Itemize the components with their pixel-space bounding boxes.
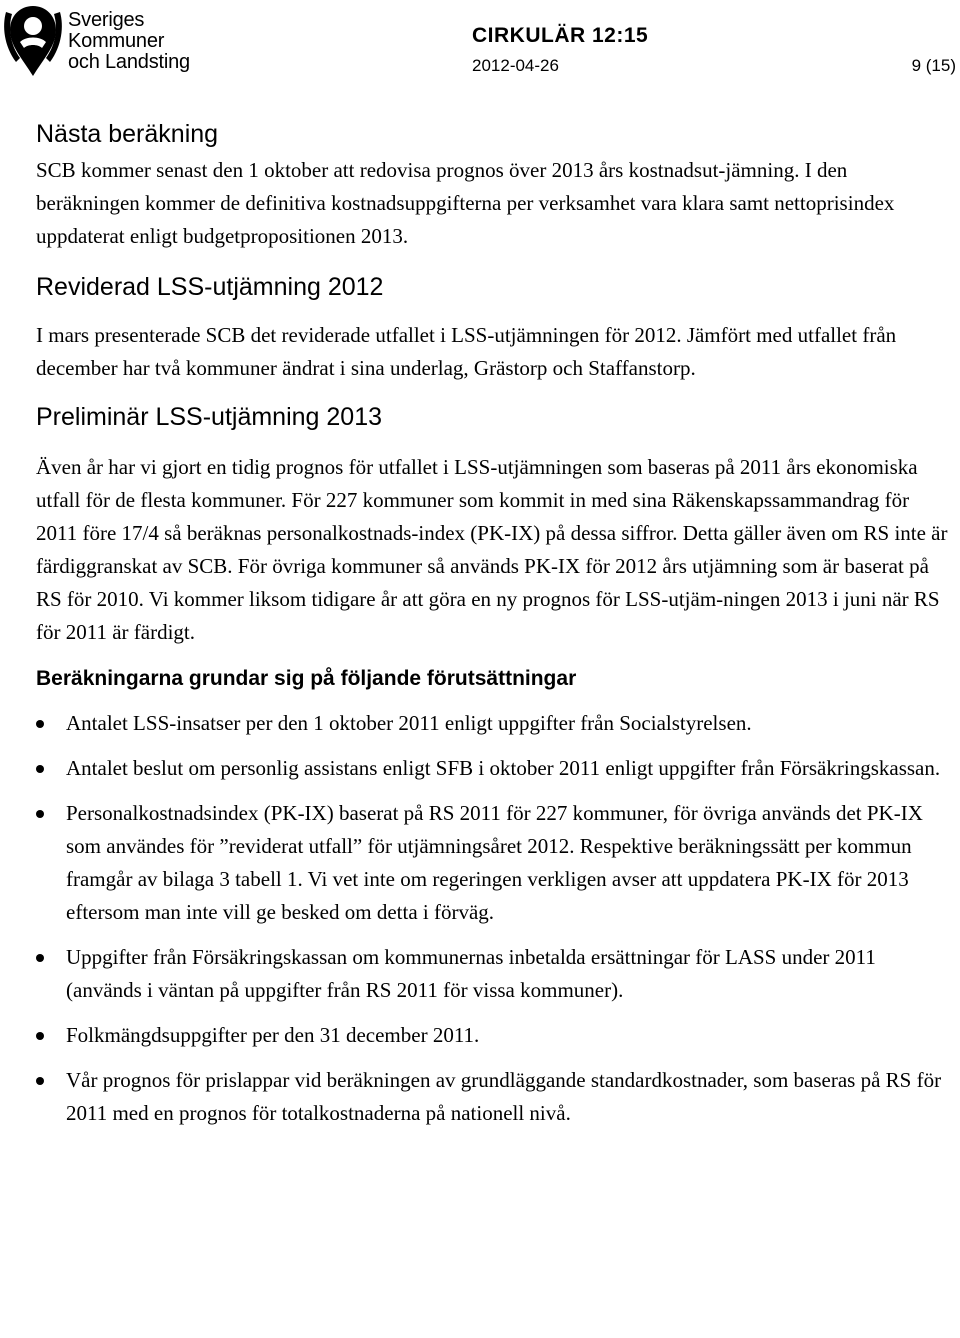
- heading-reviderad-lss: Reviderad LSS-utjämning 2012: [36, 273, 384, 301]
- org-line-3: och Landsting: [68, 51, 190, 73]
- list-item: Vår prognos för prislappar vid beräkningen av grundläggande standardkostnader, som baseras på RS för 2011 med en prognos för totalkostnaderna på nationell nivå.: [36, 1064, 954, 1130]
- org-line-1: Sveriges: [68, 9, 145, 31]
- list-item: Personalkostnadsindex (PK-IX) baserat på RS 2011 för 227 kommuner, för övriga används det PK-IX som användes för ”reviderat utfall” för utjämningsåret 2012. Respektive beräkningssätt per kommun framgår av bilaga 3 tabell 1. Vi vet inte om regeringen verkligen avser att uppdatera PK-IX för 2013 eftersom man inte vill ge besked om detta i förväg.: [36, 797, 954, 929]
- heading-preliminar-lss: Preliminär LSS-utjämning 2013: [36, 403, 383, 431]
- circular-number: CIRKULÄR 12:15: [472, 24, 649, 47]
- list-item: Folkmängdsuppgifter per den 31 december 2011.: [36, 1019, 954, 1052]
- list-item: Antalet beslut om personlig assistans enligt SFB i oktober 2011 enligt uppgifter från Försäkringskassan.: [36, 752, 954, 785]
- skl-logo-icon: [2, 2, 64, 80]
- bullet-icon: [36, 765, 44, 773]
- bullet-icon: [36, 810, 44, 818]
- bullet-icon: [36, 954, 44, 962]
- document-date: 2012-04-26: [472, 56, 559, 75]
- document-header: [0, 0, 960, 90]
- heading-nasta-berakning: Nästa beräkning: [36, 120, 219, 148]
- paragraph-reviderad-lss: I mars presenterade SCB det reviderade utfallet i LSS-utjämningen för 2012. Jämfört med utfallet från december har två kommuner ändrat i sina underlag, Grästorp och Staffanstorp.: [36, 323, 897, 380]
- heading-forutsattningar: Beräkningarna grundar sig på följande förutsättningar: [36, 667, 577, 690]
- list-item: Antalet LSS-insatser per den 1 oktober 2011 enligt uppgifter från Socialstyrelsen.: [36, 707, 954, 740]
- list-item: Uppgifter från Försäkringskassan om kommunernas inbetalda ersättningar för LASS under 2011 (används i väntan på uppgifter från RS 2011 för vissa kommuner).: [36, 941, 954, 1007]
- organization-name: [68, 10, 190, 73]
- document-body: [36, 118, 954, 1130]
- bullet-icon: [36, 1077, 44, 1085]
- paragraph-nasta-berakning: SCB kommer senast den 1 oktober att redovisa prognos över 2013 års kostnadsut-jämning. I den beräkningen kommer de definitiva kostnadsuppgifterna per verksamhet vara klara samt nettoprisindex uppdaterat enligt budgetpropositionen 2013.: [36, 158, 895, 248]
- paragraph-preliminar-lss: Även år har vi gjort en tidig prognos för utfallet i LSS-utjämningen som baseras på 2011 års ekonomiska utfall för de flesta kommuner. För 227 kommuner som kommit in med sina Räkenskapssammandrag för 2011 före 17/4 så beräknas personalkostnads-index (PK-IX) på dessa siffror. Detta gäller även om RS inte är färdiggranskat av SCB. För övriga kommuner så används PK-IX för 2012 års utjämning som är baserat på RS för 2010. Vi kommer liksom tidigare år att göra en ny prognos för LSS-utjäm-ningen 2013 i juni när RS för 2011 är färdigt.: [36, 455, 948, 644]
- page-number: 9 (15): [911, 56, 956, 75]
- org-line-2: Kommuner: [68, 30, 165, 52]
- bullet-icon: [36, 720, 44, 728]
- bullet-icon: [36, 1032, 44, 1040]
- assumptions-list: [36, 707, 954, 1130]
